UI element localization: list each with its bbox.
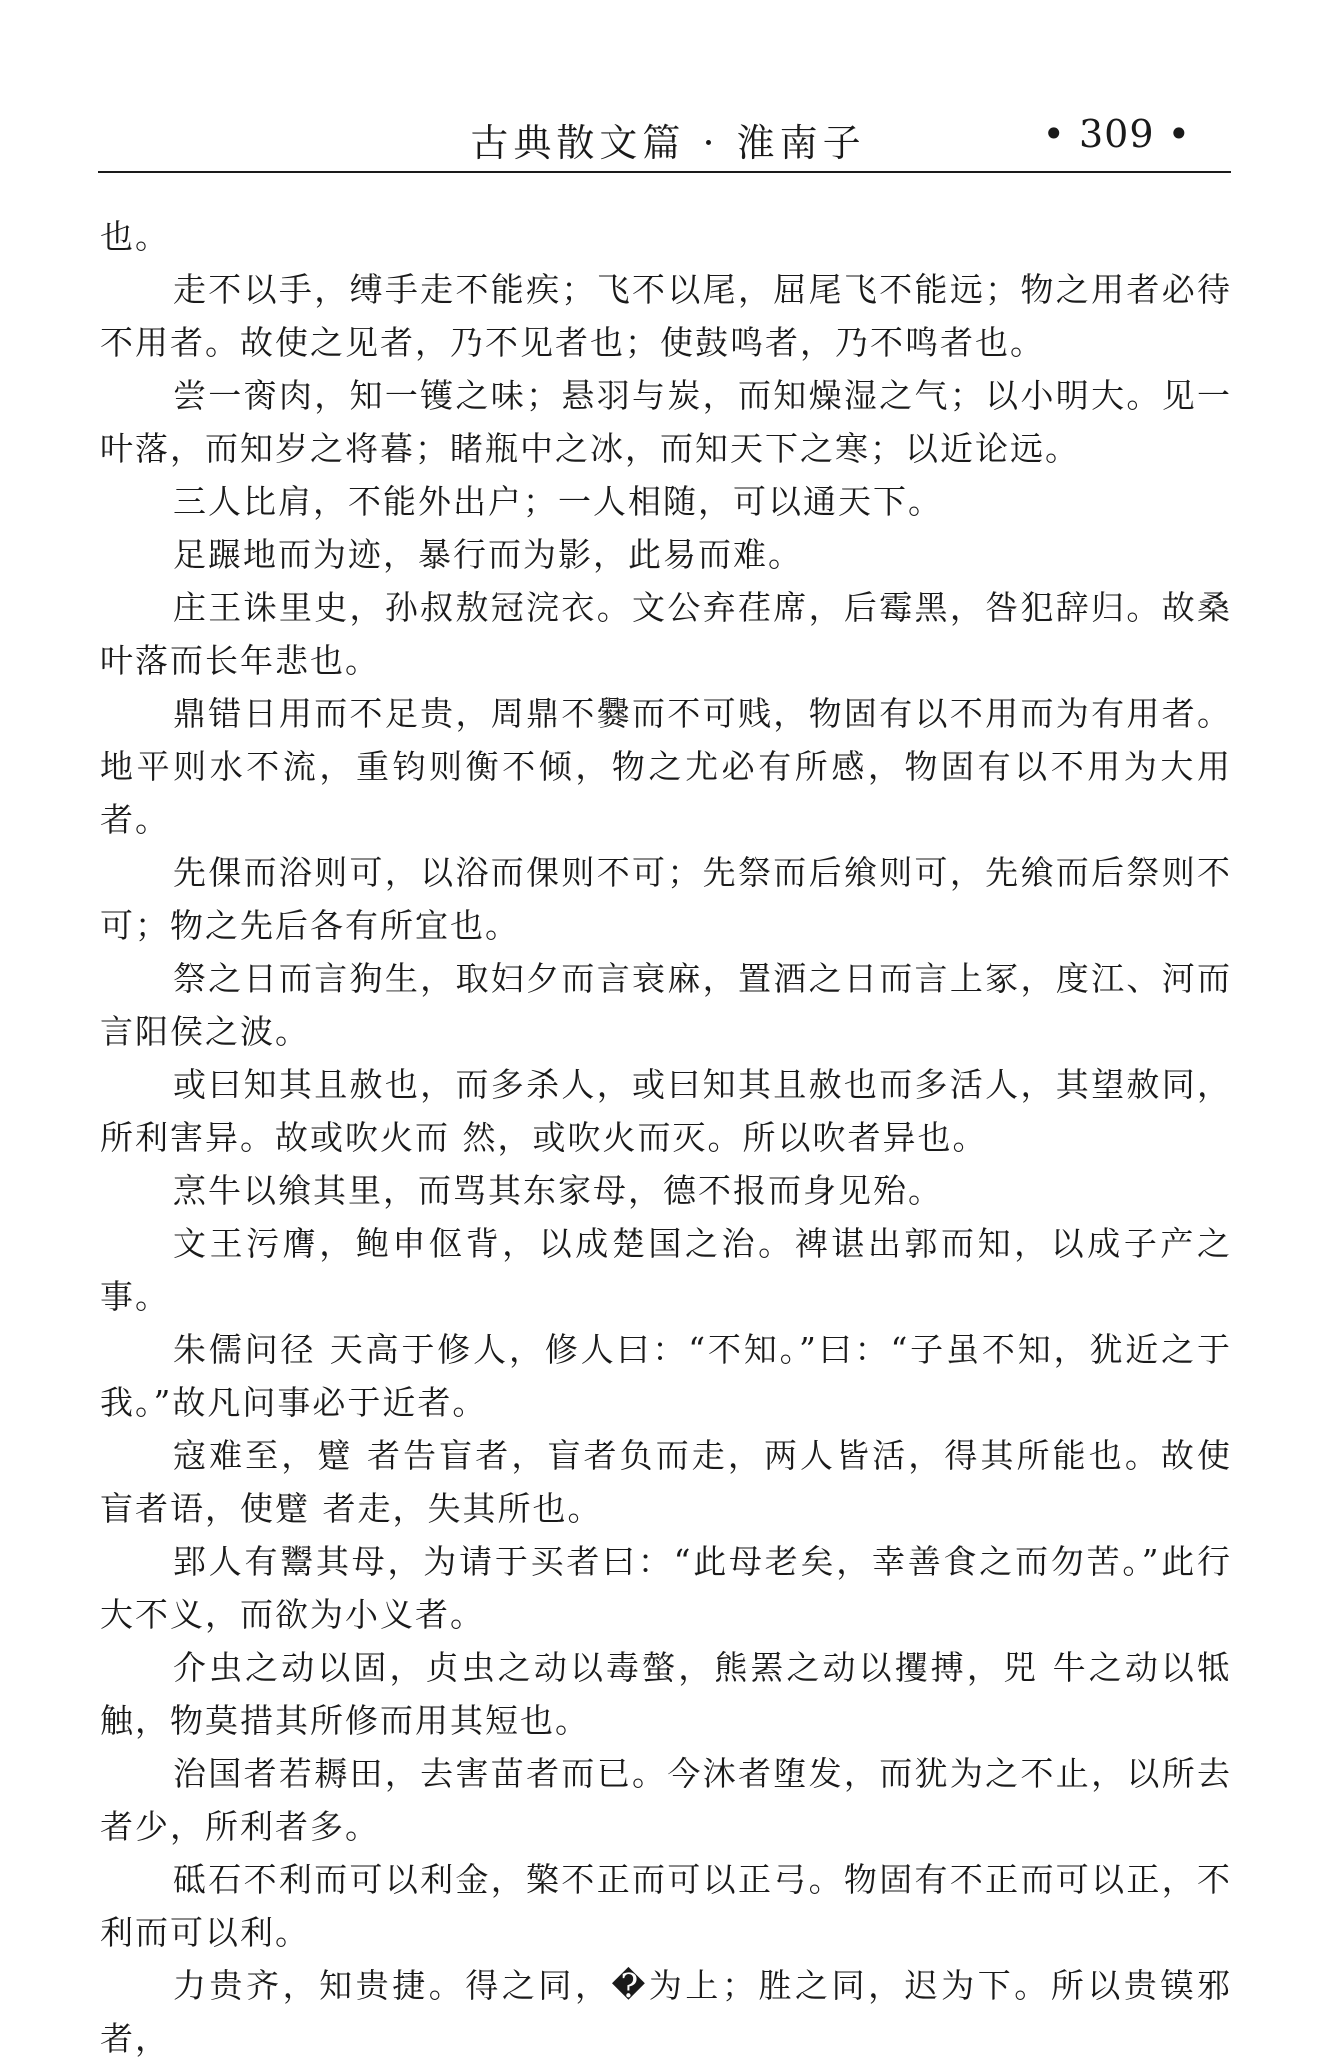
- paragraph: 或曰知其且赦也，而多杀人，或曰知其且赦也而多活人，其望赦同，所利害异。故或吹火而 然，或吹火而灭。所以吹者异也。: [100, 1065, 1232, 1157]
- paragraph: 庄王诛里史，孙叔敖冠浣衣。文公弃荏席，后霉黑，咎犯辞归。故桑叶落而长年悲也。: [100, 588, 1232, 680]
- paragraph: 郢人有鬻其母，为请于买者曰：“此母老矣，幸善食之而勿苦。”此行大不义，而欲为小义者。: [100, 1542, 1232, 1634]
- paragraph: 鼎错日用而不足贵，周鼎不爨而不可贱，物固有以不用而为有用者。地平则水不流，重钧则衡不倾，物之尤必有所感，物固有以不用为大用者。: [100, 694, 1232, 839]
- paragraph: 治国者若耨田，去害苗者而已。今沐者堕发，而犹为之不止，以所去者少，所利者多。: [100, 1754, 1232, 1846]
- paragraph: 文王污膺，鲍申伛背，以成楚国之治。裨谌出郭而知，以成子产之事。: [100, 1224, 1232, 1316]
- running-header: [98, 108, 1231, 174]
- header-rule: [98, 171, 1231, 173]
- paragraph: 先倮而浴则可，以浴而倮则不可；先祭而后飨则可，先飨而后祭则不可；物之先后各有所宜也。: [100, 853, 1232, 945]
- paragraph: 烹牛以飨其里，而骂其东家母，德不报而身见殆。: [173, 1171, 943, 1210]
- paragraph: 也。: [100, 217, 170, 256]
- paragraph: 祭之日而言狗生，取妇夕而言衰麻，置酒之日而言上冢，度江、河而言阳侯之波。: [100, 959, 1232, 1051]
- paragraph: 尝一脔肉，知一镬之味；悬羽与炭，而知燥湿之气；以小明大。见一叶落，而知岁之将暮；睹瓶中之冰，而知天下之寒；以近论远。: [100, 376, 1232, 468]
- page-number: • 309 •: [1042, 112, 1191, 156]
- paragraph: 力贵齐，知贵捷。得之同，�为上；胜之同，迟为下。所以贵镆邪者，: [100, 1966, 1232, 2058]
- paragraph: 砥石不利而可以利金，檠不正而可以正弓。物固有不正而可以正，不利而可以利。: [100, 1860, 1232, 1952]
- paragraph: 足蹍地而为迹，暴行而为影，此易而难。: [173, 535, 803, 574]
- paragraph: 介虫之动以固，贞虫之动以毒螫，熊罴之动以攫搏，兕 牛之动以牴触，物莫措其所修而用其短也。: [100, 1648, 1232, 1740]
- paragraph: 寇难至，躄 者告盲者，盲者负而走，两人皆活，得其所能也。故使盲者语，使躄 者走，失其所也。: [100, 1436, 1232, 1528]
- paragraph: 朱儒问径 天高于修人，修人曰：“不知。”曰：“子虽不知，犹近之于我。”故凡问事必于近者。: [100, 1330, 1232, 1422]
- body-text: [100, 210, 1232, 2065]
- paragraph: 走不以手，缚手走不能疾；飞不以尾，屈尾飞不能远；物之用者必待不用者。故使之见者，乃不见者也；使鼓鸣者，乃不鸣者也。: [100, 270, 1232, 362]
- paragraph: 三人比肩，不能外出户；一人相随，可以通天下。: [173, 482, 943, 521]
- header-title: 古典散文篇 · 淮南子: [470, 121, 866, 165]
